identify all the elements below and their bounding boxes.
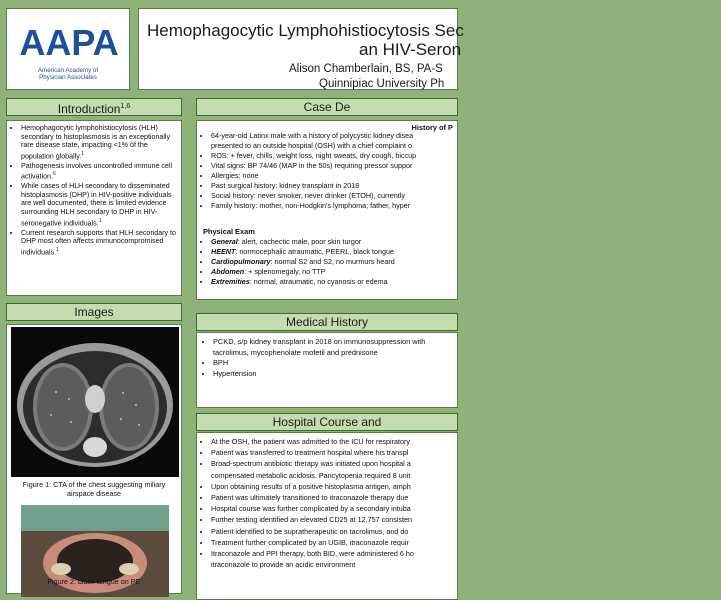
list-item: • General: alert, cachectic male, poor skin turgor bbox=[211, 237, 461, 247]
history-list bbox=[201, 131, 721, 211]
list-item: • ROS: + fever, chills, weight loss, night sweats, dry cough, hiccup bbox=[211, 151, 721, 161]
aapa-logo-subtitle bbox=[7, 67, 129, 81]
list-item: • Past surgical history: kidney transplant in 2018 bbox=[211, 181, 721, 191]
hospital-course-list bbox=[201, 436, 501, 570]
hospital-course-panel bbox=[196, 432, 458, 600]
logo-text-line1: American Academy of bbox=[37, 67, 99, 74]
list-item: • Family history: mother, non-Hodgkin's lymphoma; father, hyper bbox=[211, 201, 721, 211]
images-panel bbox=[6, 324, 182, 594]
list-item: • Treatment further complicated by an UGIB, itraconazole requir bbox=[211, 537, 501, 548]
list-item: • Allergies: none bbox=[211, 171, 721, 181]
physical-exam-list bbox=[201, 237, 461, 287]
list-item: • Broad-spectrum antibiotic therapy was initiated upon hospital a bbox=[211, 458, 501, 469]
logo-text-line2: Physician Associates bbox=[39, 74, 97, 81]
physical-exam-title: Physical Exam bbox=[203, 227, 255, 236]
list-item: presented to an outside hospital (OSH) with a chief complaint o bbox=[211, 141, 412, 150]
list-item: • Social history: never smoker, never drinker (ETOH), currently bbox=[211, 191, 721, 201]
aapa-logo-acronym: AAPA bbox=[19, 22, 119, 63]
poster-title-block bbox=[138, 8, 464, 90]
list-item: • Patient identified to be supratherapeutic on tacrolimus, and do bbox=[211, 526, 501, 537]
chest-ct-image bbox=[11, 327, 179, 477]
list-item: • Hospital course was further complicated by a secondary intuba bbox=[211, 503, 501, 514]
list-item: • Vital signs: BP 74/46 (MAP in the 50s) requiring pressor suppor bbox=[211, 161, 721, 171]
list-item: • Itraconazole and PPI therapy, both BID, were administered 6 ho bbox=[211, 548, 501, 559]
introduction-heading-text: Introduction bbox=[57, 102, 121, 116]
list-item: • Current research supports that HLH secondary to DHP most often affects immunocompromised individuals.$^1$ bbox=[21, 229, 177, 257]
medical-history-list bbox=[201, 337, 453, 379]
hospital-course-heading: Hospital Course and bbox=[196, 413, 458, 431]
medical-history-panel bbox=[196, 332, 458, 408]
list-item: • Cardiopulmonary: normal S2 and S2, no murmurs heard bbox=[211, 257, 461, 267]
author-name: Alison Chamberlain, BS, PA-S bbox=[289, 63, 443, 75]
list-item: • Hemophagocytic lymphohistiocytosis (HLH) secondary to histoplasmosis is an exceptionally rare disease state, impacting <1% of the population globally.$^1$ bbox=[21, 124, 177, 161]
case-description-panel bbox=[196, 120, 458, 300]
introduction-heading-refs: 1,6 bbox=[120, 103, 131, 110]
list-item: • While cases of HLH secondary to disseminated histoplasmosis (DHP) in HIV-positive individuals are well documented, there is limited evidence surrounding HLH secondary to DHP in HIV-seronegative individuals.$^1$ bbox=[21, 182, 177, 227]
list-item: • Pathogenesis involves uncontrolled immune cell activation.$^6$ bbox=[21, 162, 177, 182]
list-item: • Patient was transferred to treatment hospital where his transpl bbox=[211, 447, 501, 458]
list-item: • 64-year-old Latinx male with a history of polycystic kidney disea bbox=[211, 131, 721, 141]
poster-title-line2: an HIV-Seron bbox=[359, 40, 462, 59]
images-heading: Images bbox=[6, 303, 182, 321]
list-item: • Extremities: normal, atraumatic, no cyanosis or edema bbox=[211, 277, 461, 287]
list-item: itraconazole to provide an acidic environment bbox=[211, 560, 356, 570]
poster-title-line1: Hemophagocytic Lymphohistiocytosis Sec bbox=[147, 21, 464, 40]
introduction-panel bbox=[6, 120, 182, 296]
aapa-logo bbox=[6, 8, 130, 90]
medical-history-heading: Medical History bbox=[196, 313, 458, 331]
list-item: • BPH bbox=[213, 358, 453, 369]
list-item: • Patient was ultimately transitioned to itraconazole therapy due bbox=[211, 492, 501, 503]
introduction-list bbox=[11, 124, 177, 257]
figure1-caption: Figure 1: CTA of the chest suggesting miliary airspace disease bbox=[22, 480, 166, 498]
list-item: • Abdomen: + splenomegaly, no TTP bbox=[211, 267, 461, 277]
aapa-logo-mark bbox=[21, 19, 117, 63]
history-title: History of P bbox=[411, 123, 453, 132]
list-item: • PCKD, s/p kidney transplant in 2018 on immunosuppression with tacrolimus, mycophenolate mofetil and prednisone bbox=[213, 337, 453, 358]
figure2-caption: Figure 2: black tongue on PE bbox=[47, 577, 141, 586]
list-item: compensated metabolic acidosis. Pancytopenia required 8 unit bbox=[211, 470, 411, 480]
list-item: • Hypertension bbox=[213, 369, 453, 380]
list-item: • At the OSH, the patient was admitted to the ICU for respiratory bbox=[211, 436, 501, 447]
list-item: • Further testing identified an elevated CD25 at 12,757 consisten bbox=[211, 514, 501, 525]
introduction-heading bbox=[6, 98, 182, 116]
author-affiliation: Quinnipiac University Ph bbox=[319, 78, 445, 90]
list-item: • Upon obtaining results of a positive histoplasma antigen, amph bbox=[211, 481, 501, 492]
list-item: • HEENT: normocephalic atraumatic, PEERL, black tongue bbox=[211, 247, 461, 257]
case-description-heading: Case De bbox=[196, 98, 458, 116]
